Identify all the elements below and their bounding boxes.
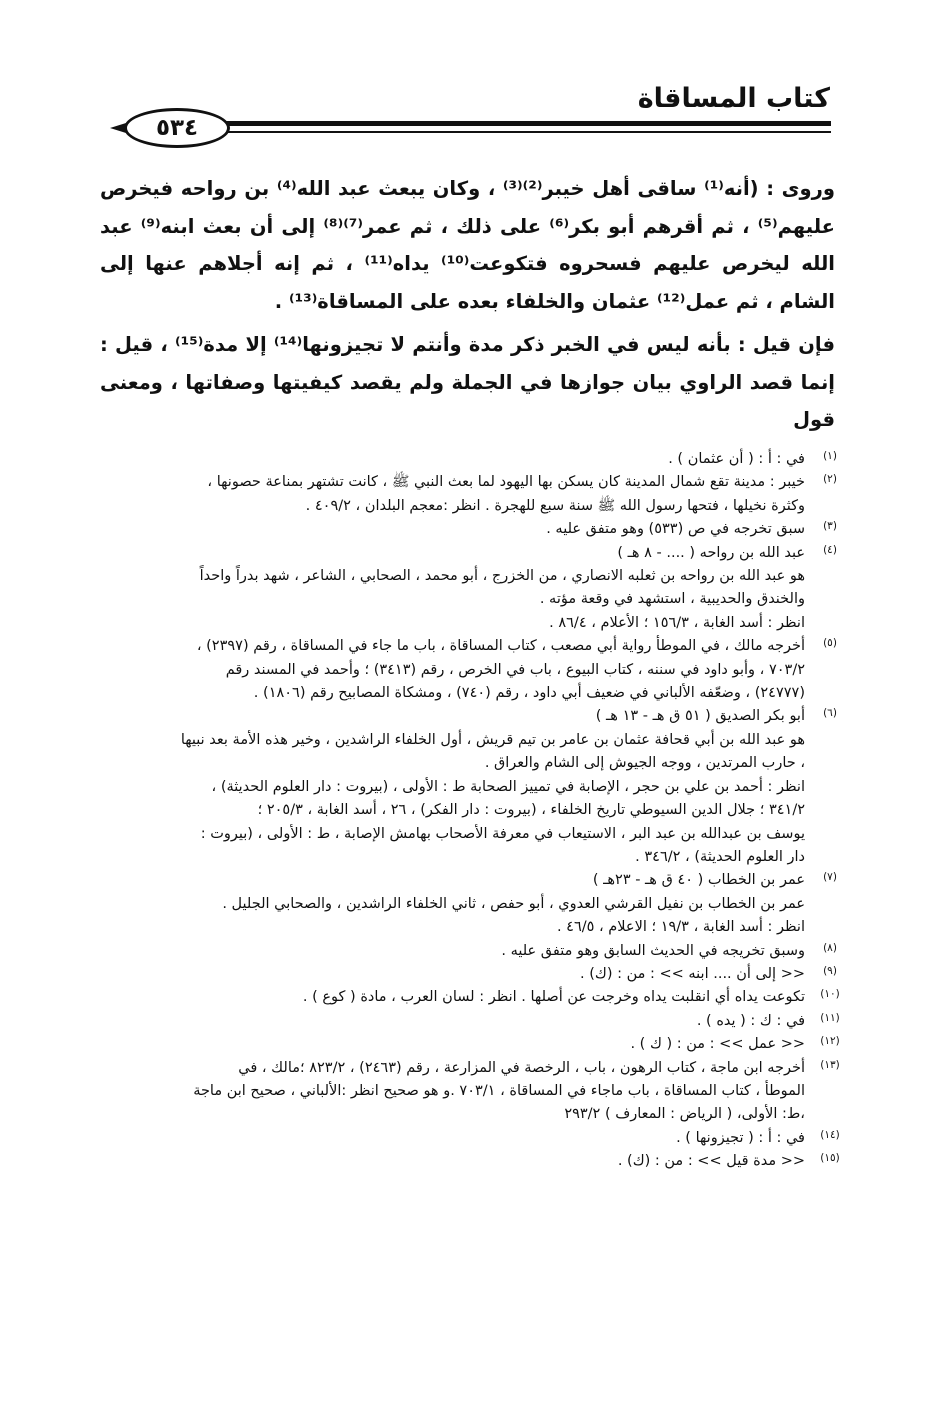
footnote-line: دار العلوم الحديثة) ، ٣٤٦/٢ . <box>635 848 805 865</box>
footnote <box>100 1033 845 1056</box>
footnote-line: في : ك : ( يده ) . <box>696 1012 805 1029</box>
footnote <box>100 471 845 518</box>
footnote-line: << عمل >> : من : ( ك ) . <box>630 1036 805 1053</box>
footnote-line: سبق تخرجه في ص (٥٣٣) وهو متفق عليه . <box>546 521 805 538</box>
footnote <box>100 518 845 541</box>
header-rule-thick <box>186 121 831 126</box>
footnote <box>100 448 845 471</box>
footnote-line: الموطأ ، كتاب المساقاة ، باب ماجاء في المساقاة ، ٧٠٣/١ .و هو صحيح انظر :الألباني ، صحيح ابن ماجة <box>193 1082 805 1099</box>
footnote-line: << مدة قيل >> : من : (ك) . <box>617 1153 805 1170</box>
footnote <box>100 1150 845 1173</box>
body-paragraph: وروى : (أنه⁽¹⁾ ساقى أهل خيبر⁽²⁾⁽³⁾ ، وكان يبعث عبد الله⁽⁴⁾ بن رواحه فيخرص عليهم⁽⁵⁾ ، ثم أقرهم أبو بكر⁽⁶⁾ على ذلك ، ثم عمر⁽⁷⁾⁽⁸⁾ إلى أن بعث ابنه⁽⁹⁾ عبد الله ليخرص عليهم فسحروه فتكوعت⁽¹⁰⁾ يداه⁽¹¹⁾ ، ثم إنه أجلاهم عنها إلى الشام ، ثم عمل⁽¹²⁾ عثمان والخلفاء بعده على المساقاة⁽¹³⁾ . <box>100 177 835 313</box>
body-paragraph: فإن قيل : بأنه ليس في الخبر ذكر مدة وأنتم لا تجيزونها⁽¹⁴⁾ إلا مدة⁽¹⁵⁾ ، قيل : إنما قصد الراوي بيان جوازها في الجملة ولم يقصد كيفيتها وصفاتها ، ومعنى قول <box>100 333 836 431</box>
footnote <box>100 1010 845 1033</box>
footnote-line: وكثرة نخيلها ، فتحها رسول الله ﷺ سنة سبع للهجرة . انظر :معجم البلدان ، ٤٠٩/٢ . <box>305 497 805 514</box>
footnote-line: ، حارب المرتدين ، ووجه الجيوش إلى الشام والعراق . <box>484 755 805 772</box>
footnote-number: (٥) <box>823 637 837 650</box>
header-rule-thin <box>186 131 831 133</box>
footnote-number: (١٠) <box>820 988 840 1001</box>
footnote-line: هو عبد الله بن أبي قحافة عثمان بن عامر بن تيم قريش ، أول الخلفاء الراشدين ، وخير هذه الأمة بعد نبيها <box>180 731 805 748</box>
footnote-line: ٣٤١/٢ ؛ جلال الدين السيوطي تاريخ الخلفاء ، (بيروت : دار الفكر) ، ٢٦ ، أسد الغابة ، ٢٠٥/٣ ؛ <box>257 802 805 819</box>
footnote-number: (٤) <box>823 543 837 556</box>
footnote-line: أخرجه ابن ماجة ، كتاب الرهون ، باب ، الرخصة في المزارعة ، رقم (٢٤٦٣) ، ٨٢٣/٢ ؛مالك ، في <box>238 1059 805 1076</box>
footnote-line: انظر : أحمد بن علي بن حجر ، الإصابة في تمييز الصحابة ط : الأولى ، (بيروت : دار العلوم الحديثة) ، <box>211 778 805 795</box>
footnote-line: ،ط: الأولى، ( الرياض : المعارف ) ٢٩٣/٢ <box>564 1106 805 1123</box>
footnote-line: انظر : أسد الغابة ، ١٥٦/٣ ؛ الأعلام ، ٨٦/٤ . <box>549 614 805 631</box>
footnote <box>100 542 845 636</box>
footnote-line: هو عبد الله بن رواحه بن ثعلبه الانصاري ، من الخزرج ، أبو محمد ، الصحابي ، الشاعر ، شهد بدراً واحداً <box>199 568 805 585</box>
main-text <box>100 170 835 439</box>
footnote-line: أبو بكر الصديق ( ٥١ ق هـ - ١٣ هـ ) <box>595 708 805 725</box>
footnote-line: عمر بن الخطاب بن نفيل القرشي العدوي ، أبو حفص ، ثاني الخلفاء الراشدين ، والصحابي الجليل . <box>222 895 805 912</box>
footnote-line: أخرجه مالك ، في الموطأ رواية أبي مصعب ، كتاب المساقاة ، باب ما جاء في المساقاة ، رقم (٢٣٩٧) ، <box>196 638 805 655</box>
footnote-line: (٢٤٧٧٧) ، وضعّفه الألباني في ضعيف أبي داود ، رقم (٧٤٠) ، ومشكاة المصابيح رقم (١٨٠٦) . <box>253 685 805 702</box>
page-number-badge <box>124 108 230 148</box>
footnote-line: عمر بن الخطاب ( ٤٠ ق هـ - ٢٣هـ ) <box>592 872 805 889</box>
footnote-number: (١١) <box>820 1011 840 1024</box>
footnote-line: خيبر : مدينة تقع شمال المدينة كان يسكن بها اليهود لما بعث النبي ﷺ ، كانت تشتهر بمناعة حصونها ، <box>207 474 805 491</box>
footnote-number: (٧) <box>823 871 837 884</box>
footnote-number: (٨) <box>823 941 837 954</box>
footnote-line: ٧٠٣/٢ ، وأبو داود في سننه ، كتاب البيوع ، باب في الخرص ، رقم (٣٤١٣) ؛ وأحمد في المسند رقم <box>225 661 805 678</box>
footnote-line: في : أ : ( أن عثمان ) . <box>668 451 805 467</box>
footnote-line: انظر : أسد الغابة ، ١٩/٣ ؛ الاعلام ، ٤٦/٥ . <box>556 919 805 936</box>
footnote-line: يوسف بن عبدالله بن عبد البر ، الاستيعاب في معرفة الأصحاب بهامش الإصابة ، ط : الأولى ، (بيروت : <box>200 825 805 842</box>
footnote-number: (١٣) <box>820 1058 840 1071</box>
footnote <box>100 869 845 939</box>
footnote <box>100 705 845 869</box>
footnote-line: وسبق تخريجه في الحديث السابق وهو متفق عليه . <box>501 942 805 959</box>
footnote <box>100 1057 845 1127</box>
footnote-number: (١٤) <box>820 1128 840 1141</box>
footnote <box>100 635 845 705</box>
page-number: ٥٣٤ <box>155 115 199 141</box>
footnote <box>100 940 845 963</box>
footnotes-section <box>100 448 845 1174</box>
footnote <box>100 963 845 986</box>
page-header <box>0 0 938 160</box>
footnote-line: في : أ : ( تجيزونها ) . <box>676 1129 805 1146</box>
footnote-line: والخندق والحديبية ، استشهد في وقعة مؤته . <box>539 591 805 608</box>
footnote <box>100 1127 845 1150</box>
footnote-line: عبد الله بن رواحه ( .... - ٨ هـ ) <box>617 544 805 561</box>
footnote <box>100 986 845 1009</box>
footnote-number: (٩) <box>823 964 837 977</box>
footnote-number: (٣) <box>823 520 837 533</box>
footnote-line: تكوعت يداه أي انقلبت يداه وخرجت عن أصلها . انظر : لسان العرب ، مادة ( كوع ) . <box>302 989 805 1006</box>
footnote-line: << إلى أن .... ابنه >> : من : (ك) . <box>580 965 805 982</box>
running-title: كتاب المساقاة <box>637 83 830 114</box>
footnote-number: (١٥) <box>820 1152 840 1165</box>
footnote-number: (٦) <box>823 707 837 720</box>
footnote-number: (١٢) <box>820 1035 840 1048</box>
footnote-number: (١) <box>823 450 837 462</box>
footnote-number: (٢) <box>823 473 837 486</box>
